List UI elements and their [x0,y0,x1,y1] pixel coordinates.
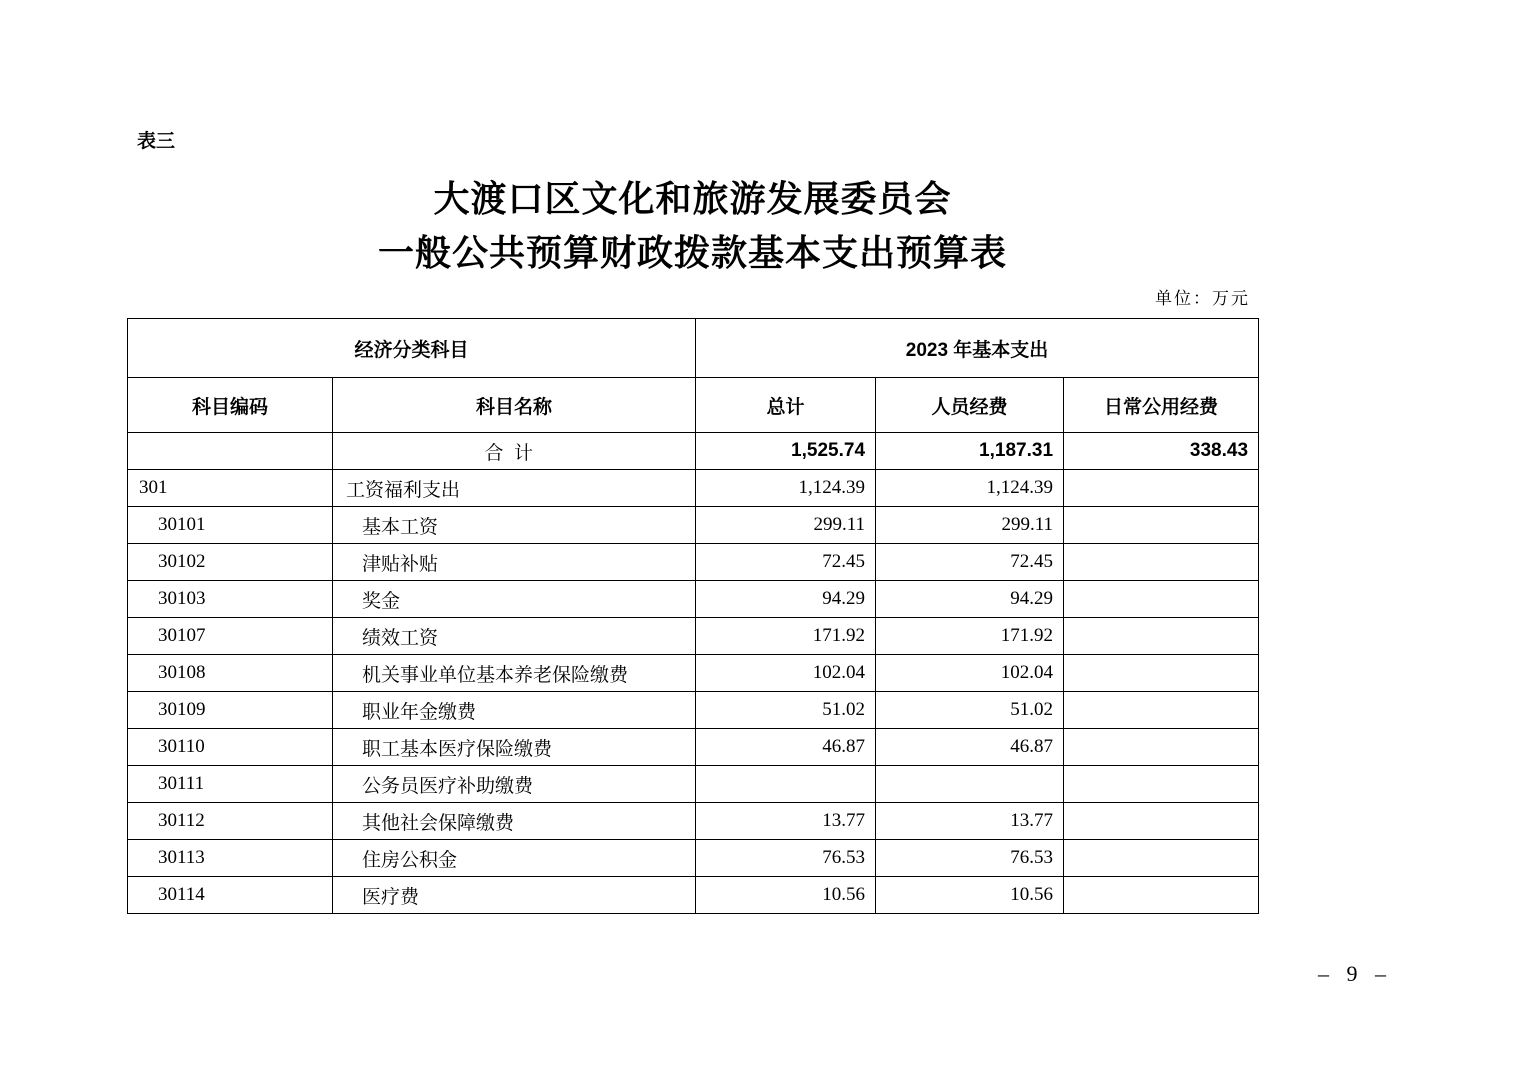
cell-code: 30113 [128,840,333,877]
cell-code: 30108 [128,655,333,692]
cell-total: 72.45 [696,544,876,581]
col-header-personnel: 人员经费 [876,378,1064,433]
header-economic-classification: 经济分类科目 [128,319,696,378]
col-header-daily-public: 日常公用经费 [1064,378,1259,433]
cell-personnel: 171.92 [876,618,1064,655]
table-row-total [128,433,1259,470]
cell-code: 30107 [128,618,333,655]
col-header-subject-code: 科目编码 [128,378,333,433]
cell-name: 基本工资 [333,507,696,544]
cell-total: 299.11 [696,507,876,544]
page-title-line2: 一般公共预算财政拨款基本支出预算表 [377,233,1007,273]
page-title-line1: 大渡口区文化和旅游发展委员会 [433,179,952,219]
cell-name: 机关事业单位基本养老保险缴费 [333,655,696,692]
cell-name: 奖金 [333,581,696,618]
table-row [128,803,1259,840]
cell-personnel: 13.77 [876,803,1064,840]
cell-personnel [876,766,1064,803]
cell-code: 30110 [128,729,333,766]
cell-daily [1064,470,1259,507]
cell-daily [1064,618,1259,655]
cell-code [128,433,333,470]
cell-total: 1,525.74 [696,433,876,470]
table-row [128,470,1259,507]
table-row [128,618,1259,655]
col-header-subject-name: 科目名称 [333,378,696,433]
cell-code: 30114 [128,877,333,914]
cell-daily [1064,507,1259,544]
cell-name: 职工基本医疗保险缴费 [333,729,696,766]
col-header-total: 总计 [696,378,876,433]
table-row [128,581,1259,618]
cell-personnel: 102.04 [876,655,1064,692]
table-row [128,766,1259,803]
cell-name: 其他社会保障缴费 [333,803,696,840]
cell-personnel: 72.45 [876,544,1064,581]
cell-daily [1064,655,1259,692]
cell-total: 51.02 [696,692,876,729]
cell-daily [1064,840,1259,877]
cell-total: 94.29 [696,581,876,618]
title-block [127,172,1258,280]
cell-personnel: 1,187.31 [876,433,1064,470]
cell-personnel: 1,124.39 [876,470,1064,507]
cell-daily [1064,766,1259,803]
cell-code: 30111 [128,766,333,803]
cell-daily [1064,803,1259,840]
table-row [128,692,1259,729]
cell-personnel: 46.87 [876,729,1064,766]
cell-name: 工资福利支出 [333,470,696,507]
cell-personnel: 299.11 [876,507,1064,544]
cell-total: 10.56 [696,877,876,914]
cell-name: 公务员医疗补助缴费 [333,766,696,803]
cell-daily [1064,877,1259,914]
cell-personnel: 10.56 [876,877,1064,914]
cell-code: 30109 [128,692,333,729]
table-row [128,729,1259,766]
cell-name: 合计 [333,433,696,470]
cell-total: 171.92 [696,618,876,655]
cell-daily [1064,544,1259,581]
cell-total [696,766,876,803]
table-row [128,655,1259,692]
cell-name: 医疗费 [333,877,696,914]
cell-code: 30103 [128,581,333,618]
cell-total: 1,124.39 [696,470,876,507]
cell-code: 30102 [128,544,333,581]
cell-personnel: 76.53 [876,840,1064,877]
unit-note: 单位：万元 [1155,289,1250,308]
cell-code: 301 [128,470,333,507]
budget-table [127,318,1259,914]
header-2023-basic-expenditure: 2023 年基本支出 [696,319,1259,378]
page-number: – 9 – [1318,961,1392,986]
cell-name: 绩效工资 [333,618,696,655]
table-row [128,840,1259,877]
cell-personnel: 94.29 [876,581,1064,618]
cell-total: 13.77 [696,803,876,840]
cell-total: 46.87 [696,729,876,766]
cell-personnel: 51.02 [876,692,1064,729]
table-corner-label: 表三 [137,131,176,152]
cell-code: 30112 [128,803,333,840]
cell-name: 职业年金缴费 [333,692,696,729]
table-row [128,877,1259,914]
cell-daily [1064,581,1259,618]
cell-total: 102.04 [696,655,876,692]
cell-name: 住房公积金 [333,840,696,877]
cell-daily: 338.43 [1064,433,1259,470]
cell-daily [1064,692,1259,729]
cell-daily [1064,729,1259,766]
cell-total: 76.53 [696,840,876,877]
table-row [128,507,1259,544]
cell-name: 津贴补贴 [333,544,696,581]
table-column-header-row [128,378,1259,433]
table-row [128,544,1259,581]
cell-code: 30101 [128,507,333,544]
table-group-header-row [128,319,1259,378]
